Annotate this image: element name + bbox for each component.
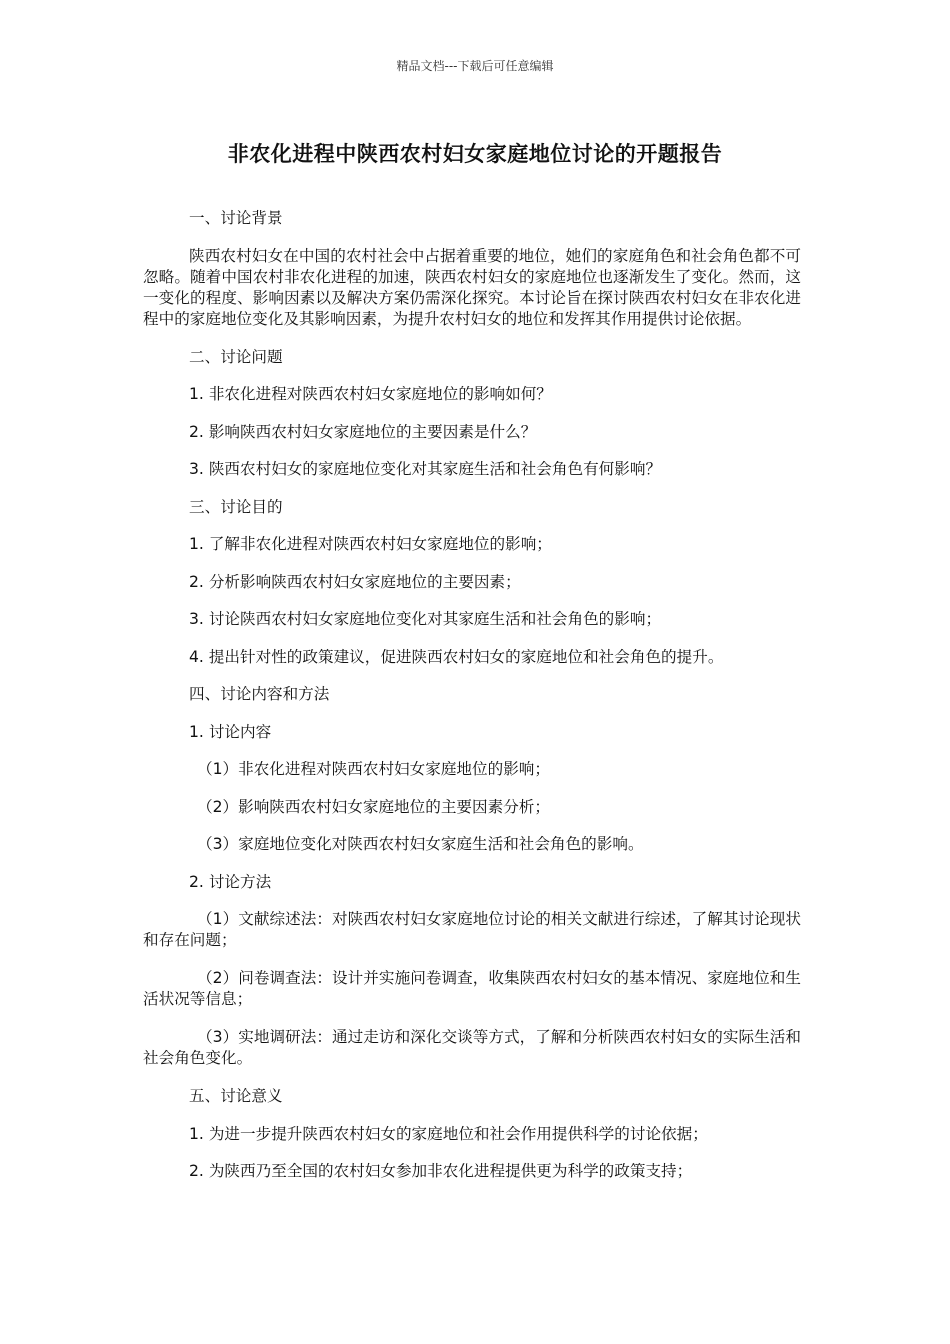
list-item: 3. 陕西农村妇女的家庭地位变化对其家庭生活和社会角色有何影响？ — [189, 460, 662, 478]
list-item: 2. 讨论方法 — [189, 872, 272, 891]
section-heading-purpose: 三、讨论目的 — [189, 497, 283, 516]
method-paragraph: （1）文献综述法：对陕西农村妇女家庭地位讨论的相关文献进行综述，了解其讨论现状和存在问题； — [143, 910, 801, 949]
list-item: 1. 为进一步提升陕西农村妇女的家庭地位和社会作用提供科学的讨论依据； — [189, 1124, 708, 1143]
section-heading-content-methods: 四、讨论内容和方法 — [189, 685, 330, 703]
section-heading-significance: 五、讨论意义 — [189, 1087, 283, 1105]
sub-list-item: （1）非农化进程对陕西农村妇女家庭地位的影响； — [197, 760, 550, 778]
section-heading-background: 一、讨论背景 — [189, 209, 283, 227]
list-item: 2. 分析影响陕西农村妇女家庭地位的主要因素； — [189, 572, 521, 591]
list-item: 1. 了解非农化进程对陕西农村妇女家庭地位的影响； — [189, 535, 552, 553]
background-paragraph: 陕西农村妇女在中国的农村社会中占据着重要的地位，她们的家庭角色和社会角色都不可忽略。随着中国农村非农化进程的加速，陕西农村妇女的家庭地位也逐渐发生了变化。然而，这一变化的程度、影响因素以及解决方案仍需深化探究。本讨论旨在探讨陕西农村妇女在非农化进程中的家庭地位变化及其影响因素，为提升农村妇女的地位和发挥其作用提供讨论依据。 — [143, 246, 801, 328]
sub-list-item: （3）家庭地位变化对陕西农村妇女家庭生活和社会角色的影响。 — [197, 835, 644, 853]
document-body — [143, 208, 801, 1199]
list-item: 4. 提出针对性的政策建议，促进陕西农村妇女的家庭地位和社会角色的提升。 — [189, 647, 724, 666]
method-paragraph: （3）实地调研法：通过走访和深化交谈等方式，了解和分析陕西农村妇女的实际生活和社会角色变化。 — [143, 1028, 801, 1067]
sub-list-item: （2）影响陕西农村妇女家庭地位的主要因素分析； — [197, 797, 550, 816]
list-item: 2. 为陕西乃至全国的农村妇女参加非农化进程提供更为科学的政策支持； — [189, 1162, 693, 1180]
list-item: 2. 影响陕西农村妇女家庭地位的主要因素是什么？ — [189, 422, 537, 441]
list-item: 1. 讨论内容 — [189, 722, 272, 741]
list-item: 1. 非农化进程对陕西农村妇女家庭地位的影响如何？ — [189, 385, 552, 403]
method-paragraph: （2）问卷调查法：设计并实施问卷调查，收集陕西农村妇女的基本情况、家庭地位和生活状况等信息； — [143, 969, 801, 1008]
section-heading-questions: 二、讨论问题 — [189, 347, 283, 366]
list-item: 3. 讨论陕西农村妇女家庭地位变化对其家庭生活和社会角色的影响； — [189, 610, 662, 628]
header-note: 精品文档---下载后可任意编辑 — [396, 59, 554, 73]
document-title: 非农化进程中陕西农村妇女家庭地位讨论的开题报告 — [227, 142, 723, 166]
